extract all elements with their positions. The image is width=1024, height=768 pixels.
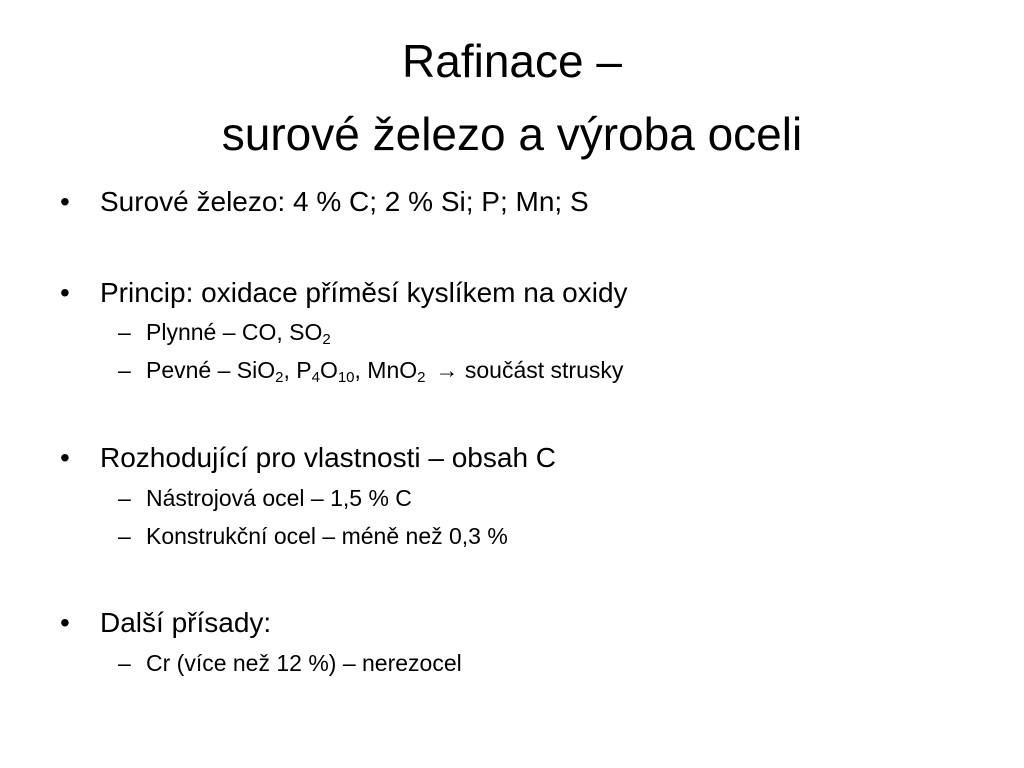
bullet-icon: • [60,442,70,473]
bullet-text: Princip: oxidace příměsí kyslíkem na oxidy [100,277,628,308]
bullet-item [60,441,556,475]
dash-icon: – [118,485,131,511]
sub-item-text: součást strusky [458,357,624,383]
sub-item-text: Nástrojová ocel – 1,5 % C [146,485,412,511]
arrow-icon: → [435,357,459,383]
sub-item-text: Konstrukční ocel – méně než 0,3 % [146,523,508,549]
slide-title-line-1: Rafinace – [402,35,622,87]
sub-item-text: , P [283,357,312,383]
sub-item-text: Pevné – SiO [146,357,276,383]
subscript: 2 [417,369,426,386]
sub-item-text: Plynné – CO, SO [146,319,323,345]
slide-title-line-2: surové železo a výroba oceli [221,108,803,160]
dash-icon: – [118,650,131,676]
sub-item [118,318,331,346]
sub-item-text: , MnO [354,357,418,383]
dash-icon: – [118,357,131,383]
bullet-icon: • [60,607,70,638]
subscript: 10 [337,369,355,386]
bullet-item [60,276,628,310]
bullet-icon: • [60,186,70,217]
sub-item [118,649,462,677]
bullet-item [60,606,271,640]
sub-item-text: Cr (více než 12 %) – nerezocel [146,650,462,676]
bullet-text: Další přísady: [100,607,272,638]
sub-item [118,522,508,550]
dash-icon: – [118,319,131,345]
bullet-item [60,185,589,219]
subscript: 2 [322,331,331,348]
dash-icon: – [118,523,131,549]
sub-item [118,356,623,384]
sub-item-text: O [319,357,338,383]
bullet-icon: • [60,277,70,308]
bullet-text: Rozhodující pro vlastnosti – obsah C [100,442,557,473]
subscript: 2 [275,369,284,386]
subscript: 4 [311,369,320,386]
sub-item [118,484,412,512]
bullet-text: Surové železo: 4 % C; 2 % Si; P; Mn; S [100,186,589,217]
